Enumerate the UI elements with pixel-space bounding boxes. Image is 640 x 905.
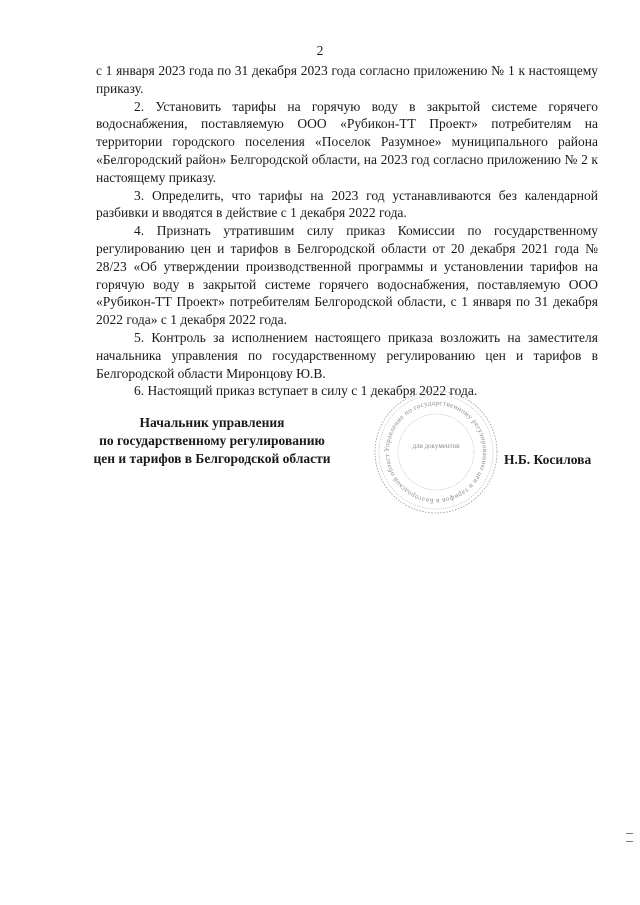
signatory-title-line: Начальник управления	[139, 415, 285, 430]
official-seal	[372, 388, 500, 516]
paragraph-1-continuation: с 1 января 2023 года по 31 декабря 2023 года согласно приложению № 1 к настоящему приказу.	[96, 63, 598, 96]
signatory-title-line: цен и тарифов в Белгородской области	[93, 451, 331, 466]
seal-center-text: для документов	[412, 442, 460, 450]
edge-tick-mark	[626, 833, 633, 834]
paragraph-5-control: 5. Контроль за исполнением настоящего приказа возложить на заместителя начальника управления по государственному регулированию цен и тарифов в Белгородской области Миронцову Ю.В.	[96, 329, 598, 381]
signatory-name: Н.Б. Косилова	[504, 452, 592, 467]
paragraph-2-hot-water-tariffs: 2. Установить тарифы на горячую воду в закрытой системе горячего водоснабжения, поставляемую ООО «Рубикон-ТТ Проект» потребителям на территории городского поселения «Поселок Разумное» муниципального района «Белгородский район» Белгородской области, на 2023 год согласно приложению № 2 к настоящему приказу.	[96, 98, 598, 185]
paragraph-4-repeal: 4. Признать утратившим силу приказ Комиссии по государственному регулированию цен и тарифов в Белгородской области от 20 декабря 2021 года № 28/23 «Об утверждении производственной программы и установлении тарифов на горячую воду в закрытой системе горячего водоснабжения, поставляемую ООО «Рубикон-ТТ Проект» потребителям Белгородской области, с 1 января по 31 декабря 2022 года» с 1 декабря 2022 года.	[96, 223, 598, 328]
paragraph-3-effective-date: 3. Определить, что тарифы на 2023 год устанавливаются без календарной разбивки и вводятся в действие с 1 декабря 2022 года.	[96, 187, 598, 221]
signatory-title-line: по государственному регулированию	[99, 433, 325, 448]
order-body	[96, 62, 598, 400]
seal-ring-text: Управление по государственному регулированию цен и тарифов в Белгородской област	[382, 398, 490, 506]
edge-tick-mark	[626, 841, 633, 842]
page-number: 2	[316, 43, 324, 58]
signatory-title	[84, 414, 340, 468]
paragraph-6-entry-into-force: 6. Настоящий приказ вступает в силу с 1 декабря 2022 года.	[134, 383, 478, 399]
